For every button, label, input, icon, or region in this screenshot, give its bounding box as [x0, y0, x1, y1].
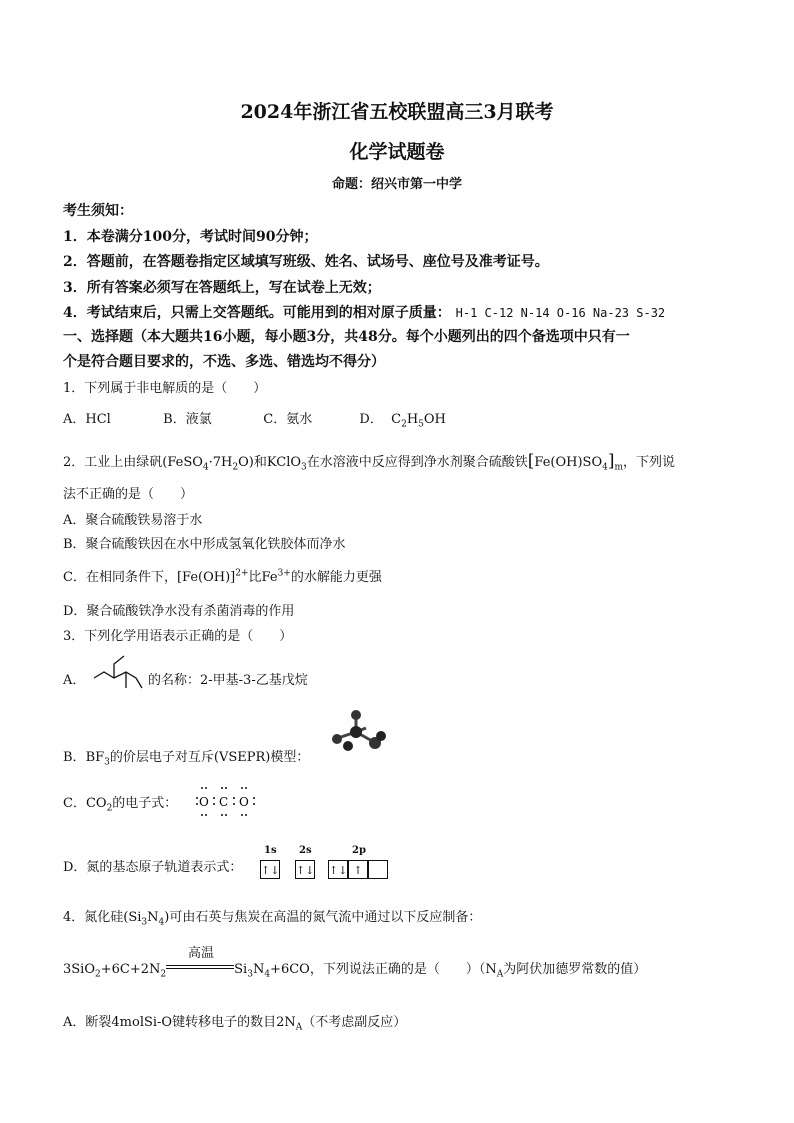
skeletal-formula-icon — [92, 652, 148, 694]
orbital-box-2s: ↑↓ — [295, 860, 315, 879]
orbital-box-2p-2: ↑ — [348, 860, 368, 879]
notice-heading: 考生须知： — [63, 203, 133, 219]
section1-line1: 一、选择题（本大题共16小题，每小题3分，共48分。每个小题列出的四个备选项中只有一 — [63, 329, 630, 345]
q1-option-d: D． $C_2H_5OH$ — [359, 412, 446, 430]
orbital-label-2s: 2s — [299, 845, 312, 856]
q4-stem: 4．氮化硅$(Si_3N_4)$可由石英与焦炭在高温的氮气流中通过以下反应制备： — [63, 910, 482, 928]
q3-option-c: C．$CO_2$的电子式： — [63, 796, 178, 814]
notice-item-3: 3．所有答案必须写在答题纸上，写在试卷上无效； — [63, 280, 381, 296]
notice-item-4 — [63, 302, 665, 322]
q3-option-d: D．氮的基态原子轨道表示式： — [63, 860, 243, 875]
svg-text:O: O — [239, 795, 249, 809]
atomic-masses: H-1 C-12 N-14 O-16 Na-23 S-32 — [455, 306, 666, 320]
q3-option-a-text: 的名称：2-甲基-3-乙基戊烷 — [148, 673, 308, 688]
orbital-box-1s: ↑↓ — [260, 860, 280, 879]
q4-equation: $3SiO_2+6C+2N_2$ $Si_3N_4+6CO$，下列说法正确的是（ ）（$N_A$为阿伏加德罗常数的值） — [63, 962, 647, 980]
orbital-box-2p-3 — [368, 860, 388, 879]
electron-dot-formula-icon — [194, 782, 266, 820]
exam-title: 2024年浙江省五校联盟高三3月联考 — [240, 101, 554, 123]
section1-line2: 个是符合题目要求的，不选、多选、错选均不得分） — [63, 354, 385, 370]
q1-option-c: C．氨水 — [263, 412, 313, 427]
q4-option-a: A．断裂4molSi-O键转移电子的数目$2N_A$（不考虑副反应） — [63, 1015, 407, 1033]
notice-item-2: 2．答题前，在答题卷指定区域填写班级、姓名、试场号、座位号及准考证号。 — [63, 254, 549, 270]
q2-stem-cont: 法不正确的是（ ） — [63, 487, 194, 502]
q1-option-a: A．HCl — [63, 412, 111, 427]
q2-option-b: B．聚合硫酸铁因在水中形成氢氧化铁胶体而净水 — [63, 537, 346, 552]
q2-option-d: D．聚合硫酸铁净水没有杀菌消毒的作用 — [63, 604, 295, 619]
orbital-label-1s: 1s — [264, 845, 277, 856]
svg-text:O: O — [199, 795, 209, 809]
q2-stem: 2．工业上由绿矾$(FeSO_4\cdot 7H_2O)$和KClO$_3$在水溶液中反应得到净水剂聚合硫酸铁$[Fe(OH)SO_4]_m$，下列说 — [63, 451, 676, 473]
exam-author: 命题：绍兴市第一中学 — [331, 177, 462, 192]
q1-options — [63, 408, 446, 430]
orbital-label-2p: 2p — [352, 845, 366, 856]
q2-option-a: A．聚合硫酸铁易溶于水 — [63, 513, 203, 528]
vsepr-model-icon — [326, 708, 390, 758]
notice-item-4-text: 4．考试结束后，只需上交答题纸。可能用到的相对原子质量： — [63, 305, 451, 321]
exam-subtitle: 化学试题卷 — [349, 141, 445, 163]
orbital-box-2p-1: ↑↓ — [328, 860, 348, 879]
q3-option-b: B．$BF_3$的价层电子对互斥(VSEPR)模型： — [63, 750, 310, 768]
q3-stem: 3．下列化学用语表示正确的是（ ） — [63, 629, 293, 644]
q1-option-b: B．液氯 — [163, 412, 212, 427]
q1-stem: 1．下列属于非电解质的是（ ） — [63, 381, 267, 396]
svg-text:C: C — [219, 795, 229, 809]
q2-option-c: C．在相同条件下，$[Fe(OH)]^{2+}$比$Fe^{3+}$的水解能力更强 — [63, 568, 382, 585]
notice-item-1: 1．本卷满分100分，考试时间90分钟； — [63, 229, 318, 245]
reaction-condition: 高温 — [188, 946, 215, 961]
q3-option-a-label: A． — [63, 673, 86, 688]
